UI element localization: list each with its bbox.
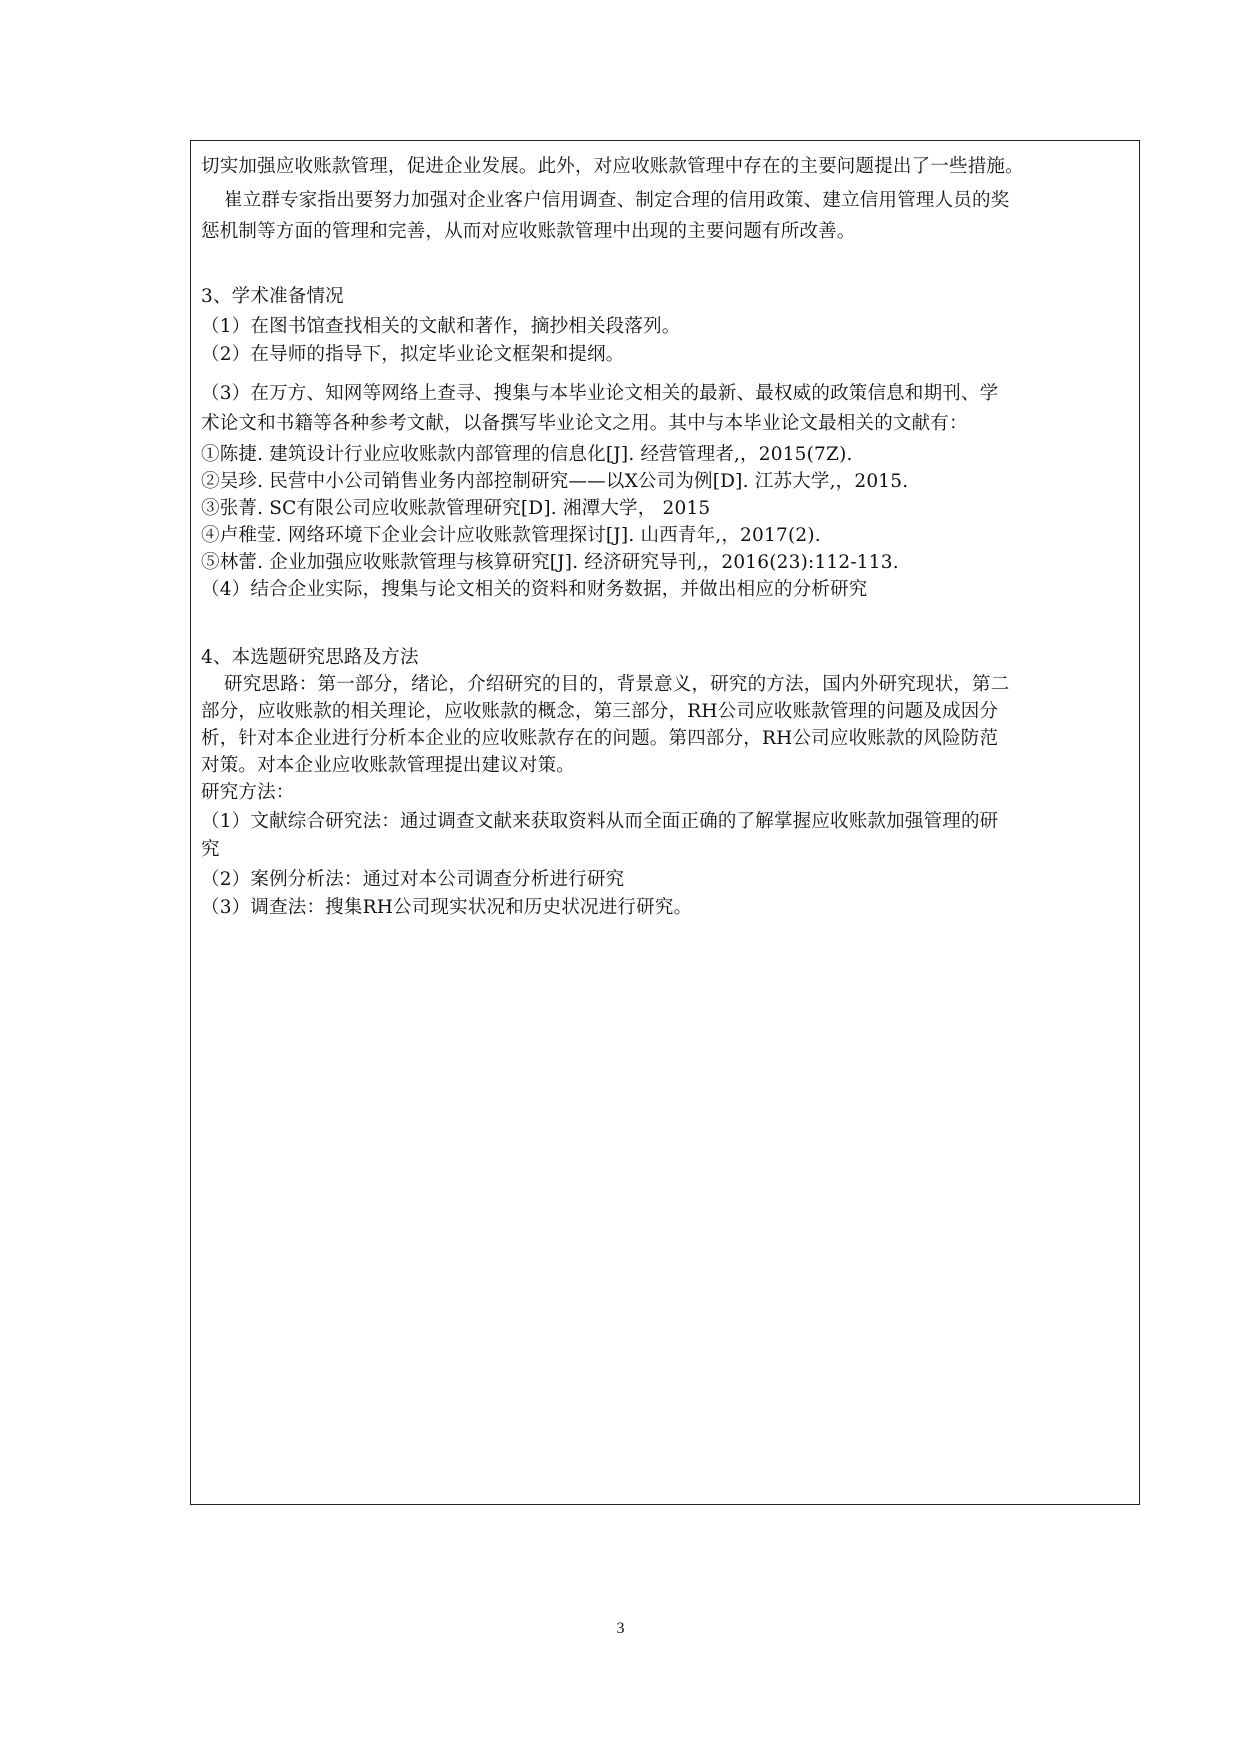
text-line: 究 <box>201 839 220 860</box>
text-line: （2）在导师的指导下，拟定毕业论文框架和提纲。 <box>201 344 625 365</box>
reference-item: ②吴珍. 民营中小公司销售业务内部控制研究——以X公司为例[D]. 江苏大学,，2015. <box>201 471 909 492</box>
text-line: （1）文献综合研究法：通过调查文献来获取资料从而全面正确的了解掌握应收账款加强管理的研 <box>201 811 999 832</box>
reference-item: ④卢稚莹. 网络环境下企业会计应收账款管理探讨[J]. 山西青年,，2017(2). <box>201 525 821 546</box>
text-line: 部分，应收账款的相关理论，应收账款的概念，第三部分，RH公司应收账款管理的问题及成因分 <box>201 701 999 722</box>
text-line: 研究思路：第一部分，绪论，介绍研究的目的，背景意义，研究的方法，国内外研究现状，第二 <box>224 674 1010 695</box>
text-line: （4）结合企业实际，搜集与论文相关的资料和财务数据，并做出相应的分析研究 <box>201 579 868 600</box>
text-line: 析，针对本企业进行分析本企业的应收账款存在的问题。第四部分，RH公司应收账款的风险防范 <box>201 728 999 749</box>
reference-item: ⑤林蕾. 企业加强应收账款管理与核算研究[J]. 经济研究导刊,，2016(23):112-113. <box>201 552 899 573</box>
text-line: 术论文和书籍等各种参考文献，以备撰写毕业论文之用。其中与本毕业论文最相关的文献有： <box>201 413 968 434</box>
text-line: （3）调查法：搜集RH公司现实状况和历史状况进行研究。 <box>201 897 693 918</box>
text-line: 切实加强应收账款管理，促进企业发展。此外，对应收账款管理中存在的主要问题提出了一些措施。 <box>201 156 1024 177</box>
reference-item: ①陈捷. 建筑设计行业应收账款内部管理的信息化[J]. 经营管理者,，2015(7Z). <box>201 444 853 465</box>
page-number: 3 <box>616 1620 625 1637</box>
text-line: 惩机制等方面的管理和完善，从而对应收账款管理中出现的主要问题有所改善。 <box>201 221 856 242</box>
text-line: （1）在图书馆查找相关的文献和著作，摘抄相关段落列。 <box>201 316 681 337</box>
reference-item: ③张菁. SC有限公司应收账款管理研究[D]. 湘潭大学， 2015 <box>201 498 711 519</box>
section-heading: 4、本选题研究思路及方法 <box>201 647 419 668</box>
text-line: 研究方法： <box>201 782 295 803</box>
text-line: 崔立群专家指出要努力加强对企业客户信用调查、制定合理的信用政策、建立信用管理人员的奖 <box>224 190 1010 211</box>
text-line: （2）案例分析法：通过对本公司调查分析进行研究 <box>201 869 625 890</box>
section-heading: 3、学术准备情况 <box>201 286 344 307</box>
text-line: （3）在万方、知网等网络上查寻、搜集与本毕业论文相关的最新、最权威的政策信息和期刊、学 <box>201 383 999 404</box>
text-line: 对策。对本企业应收账款管理提出建议对策。 <box>201 755 576 776</box>
